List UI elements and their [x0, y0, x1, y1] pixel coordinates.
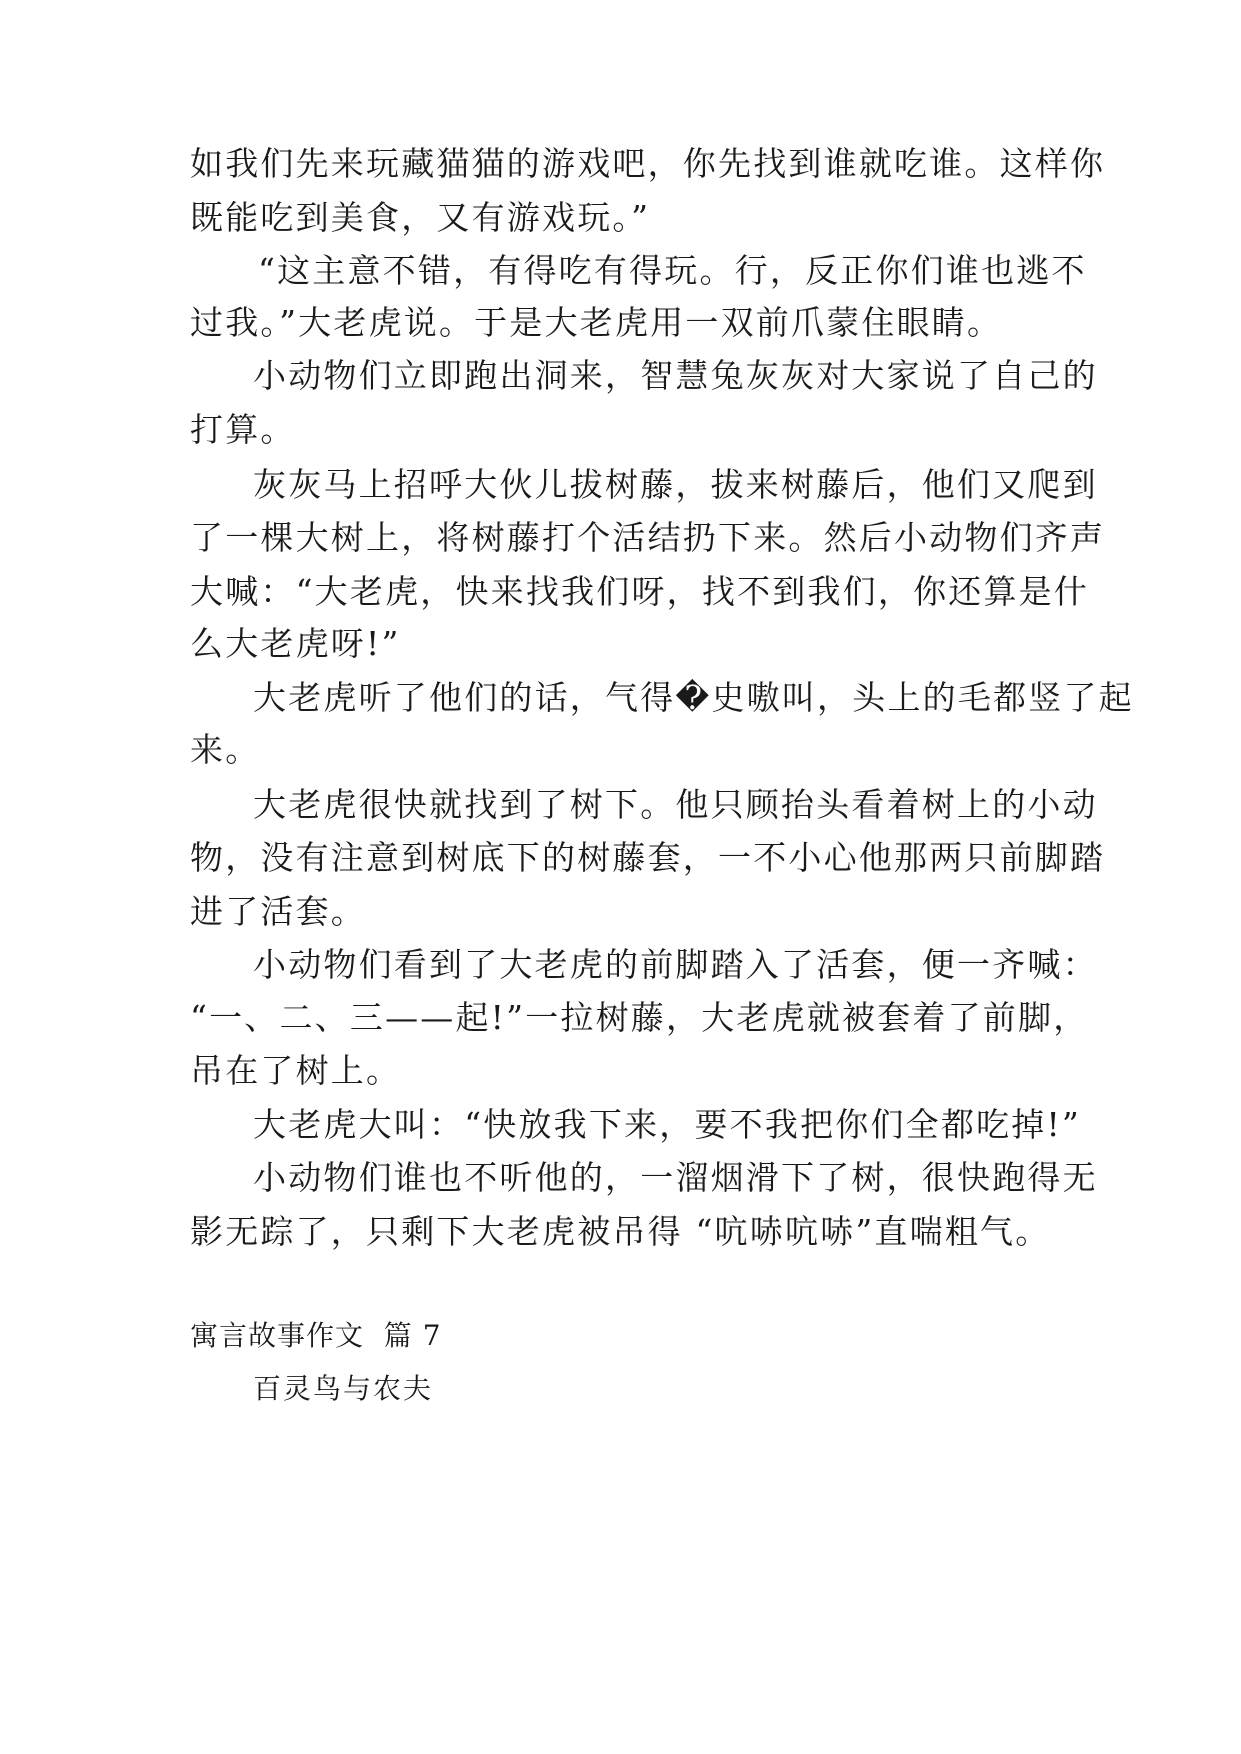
text-line: “这主意不错，有得吃有得玩。行，反正你们谁也逃不: [258, 251, 1087, 290]
text-line: 小动物们看到了大老虎的前脚踏入了活套，便一齐喊：: [253, 945, 1098, 984]
text-line: 影无踪了，只剩下大老虎被吊得 “吭哧吭哧”直喘粗气。: [190, 1212, 1051, 1251]
text-line: 过我。”大老虎说。于是大老虎用一双前爪蒙住眼睛。: [190, 303, 1003, 342]
text-line: 小动物们谁也不听他的，一溜烟滑下了树，很快跑得无: [253, 1158, 1098, 1197]
text-line: 么大老虎呀!”: [190, 624, 401, 663]
text-line: 如我们先来玩藏猫猫的游戏吧，你先找到谁就吃谁。这样你: [190, 144, 1106, 183]
text-line: “一、二、三——起!”一拉树藤，大老虎就被套着了前脚，: [190, 998, 1089, 1037]
text-line: 打算。: [190, 410, 296, 449]
text-line: 大喊：“大老虎，快来找我们呀，找不到我们，你还算是什: [190, 572, 1090, 611]
story-title: 百灵鸟与农夫: [253, 1372, 434, 1405]
text-line: 了一棵大树上，将树藤打个活结扔下来。然后小动物们齐声: [190, 518, 1106, 557]
text-line: 既能吃到美食，又有游戏玩。”: [190, 198, 651, 237]
text-line: 大老虎大叫：“快放我下来，要不我把你们全都吃掉!”: [253, 1105, 1082, 1144]
text-line: 大老虎听了他们的话，气得�史嗷叫，头上的毛都竖了起: [253, 678, 1134, 717]
text-line: 物，没有注意到树底下的树藤套，一不小心他那两只前脚踏: [190, 838, 1106, 877]
text-line: 灰灰马上招呼大伙儿拔树藤，拔来树藤后，他们又爬到: [253, 465, 1098, 504]
text-line: 吊在了树上。: [190, 1051, 402, 1090]
text-line: 大老虎很快就找到了树下。他只顾抬头看着树上的小动: [253, 785, 1098, 824]
section-heading: 寓言故事作文 篇 7: [190, 1319, 442, 1352]
text-line: 小动物们立即跑出洞来，智慧兔灰灰对大家说了自己的: [253, 356, 1098, 395]
text-line: 来。: [190, 730, 261, 769]
text-line: 进了活套。: [190, 892, 366, 931]
